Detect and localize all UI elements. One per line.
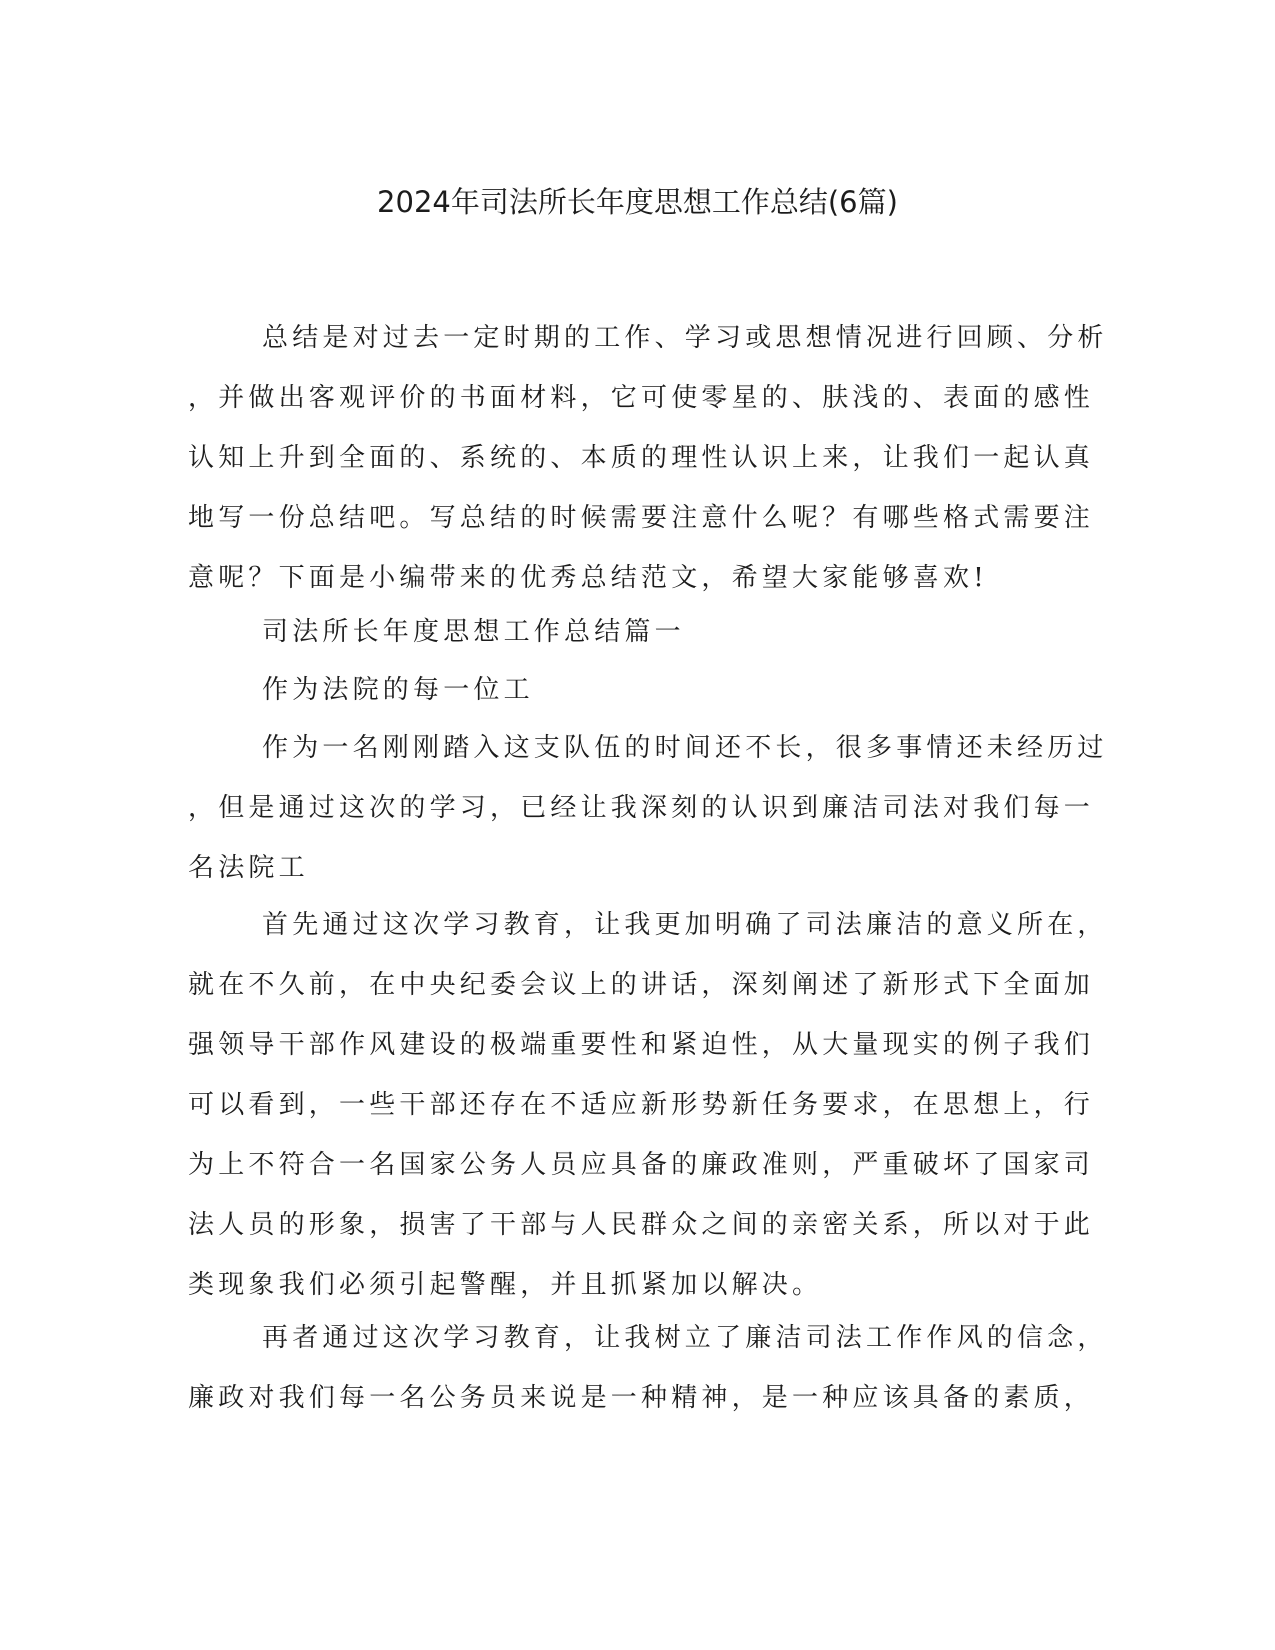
text-line: ，但是通过这次的学习，已经让我深刻的认识到廉洁司法对我们每一 — [188, 793, 1095, 823]
text-line: 总结是对过去一定时期的工作、学习或思想情况进行回顾、分析 — [262, 323, 1108, 353]
text-line: 认知上升到全面的、系统的、本质的理性认识上来，让我们一起认真 — [188, 443, 1095, 473]
text-line: 地写一份总结吧。写总结的时候需要注意什么呢？有哪些格式需要注 — [188, 503, 1095, 533]
section-heading — [188, 602, 1078, 662]
paragraph-short — [188, 660, 1078, 720]
text-line: 法人员的形象，损害了干部与人民群众之间的亲密关系，所以对于此 — [188, 1210, 1095, 1240]
text-line: 就在不久前，在中央纪委会议上的讲话，深刻阐述了新形式下全面加 — [188, 970, 1095, 1000]
text-line: 名法院工 — [188, 853, 309, 883]
text-line: 意呢？下面是小编带来的优秀总结范文，希望大家能够喜欢! — [188, 563, 988, 593]
text-line: 类现象我们必须引起警醒，并且抓紧加以解决。 — [188, 1270, 823, 1300]
text-line: 廉政对我们每一名公务员来说是一种精神，是一种应该具备的素质， — [188, 1383, 1095, 1413]
text-line: 作为一名刚刚踏入这支队伍的时间还不长，很多事情还未经历过 — [262, 733, 1108, 763]
text-line: 作为法院的每一位工 — [262, 675, 534, 705]
document-title: 2024年司法所长年度思想工作总结(6篇) — [377, 185, 898, 219]
text-line: 可以看到，一些干部还存在不适应新形势新任务要求，在思想上，行 — [188, 1090, 1095, 1120]
paragraph-body — [188, 718, 1108, 898]
paragraph-body — [188, 1308, 1108, 1428]
paragraph-body — [188, 895, 1108, 1315]
text-line: ，并做出客观评价的书面材料，它可使零星的、肤浅的、表面的感性 — [188, 383, 1095, 413]
text-line: 司法所长年度思想工作总结篇一 — [262, 617, 685, 647]
text-line: 首先通过这次学习教育，让我更加明确了司法廉洁的意义所在， — [262, 910, 1108, 940]
paragraph-intro — [188, 308, 1108, 608]
text-line: 为上不符合一名国家公务人员应具备的廉政准则，严重破坏了国家司 — [188, 1150, 1095, 1180]
text-line: 强领导干部作风建设的极端重要性和紧迫性，从大量现实的例子我们 — [188, 1030, 1095, 1060]
text-line: 再者通过这次学习教育，让我树立了廉洁司法工作作风的信念， — [262, 1323, 1108, 1353]
